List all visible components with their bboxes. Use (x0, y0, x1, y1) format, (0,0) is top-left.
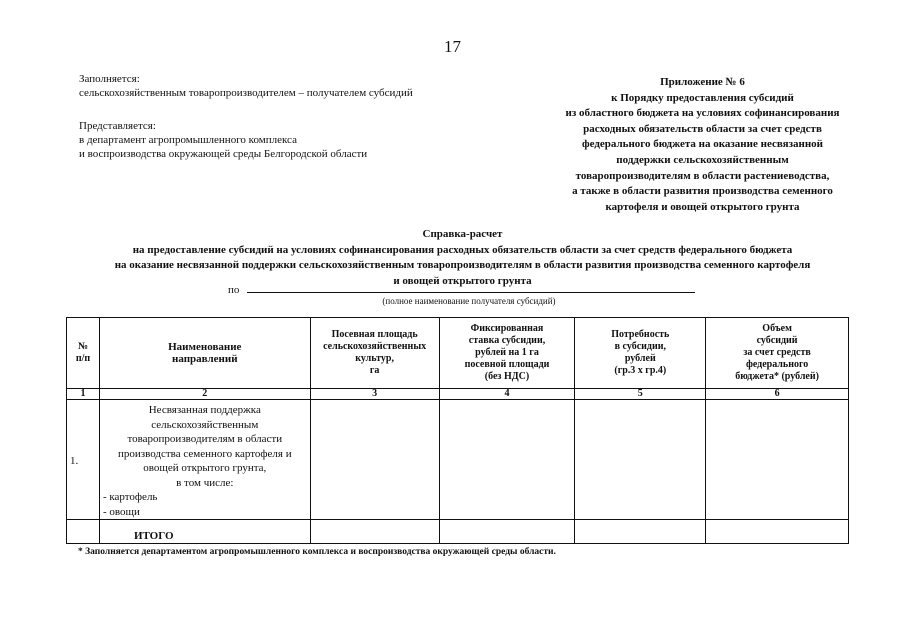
footnote: * Заполняется департаментом агропромышленного комплекса и воспроизводства окружающей среды области. (78, 547, 556, 557)
item-potato: - картофель (102, 491, 158, 503)
recipient-blank (247, 282, 695, 293)
cell-federal-volume[interactable] (706, 400, 849, 520)
item-vegetables: - овощи (102, 505, 140, 518)
submitted-label: Представляется: (79, 120, 156, 132)
cell-rate[interactable] (439, 400, 575, 520)
row-description: Несвязанная поддержка сельскохозяйственным товаропроизводителям в области производства семенного картофеля и овощей открытого грунта, в том числе: - картофель - овощи (99, 400, 310, 520)
appendix-line: из областного бюджета на условиях софинансирования (565, 107, 840, 120)
total-label: ИТОГО (99, 520, 310, 544)
filled-by: сельскохозяйственным товаропроизводителем – получателем субсидий (79, 87, 413, 99)
column-number: 5 (575, 389, 706, 400)
column-number: 6 (706, 389, 849, 400)
table-header-row (67, 318, 849, 389)
appendix-line: федерального бюджета на оказание несвязанной (581, 138, 824, 151)
title-line: и овощей открытого грунта (393, 274, 532, 287)
column-number-row (67, 389, 849, 400)
header-area: Посевная площадь сельскохозяйственных культур, га (310, 318, 439, 389)
total-area[interactable] (310, 520, 439, 544)
fill-info (79, 72, 413, 161)
title-line: на предоставление субсидий на условиях софинансирования расходных обязательств области за счет средств федерального бюджета (132, 243, 793, 256)
calculation-table (66, 317, 849, 544)
header-federal-volume: Объем субсидий за счет средств федерального бюджета* (рублей) (706, 318, 849, 389)
total-number-cell (67, 520, 100, 544)
cell-area[interactable] (310, 400, 439, 520)
appendix-line: товаропроизводителям в области растениеводства, (575, 169, 830, 182)
total-federal-volume[interactable] (706, 520, 849, 544)
appendix-line: расходных обязательств области за счет средств (583, 122, 822, 135)
appendix-line: к Порядку предоставления субсидий (611, 91, 794, 104)
header-direction: Наименование направлений (99, 318, 310, 389)
recipient-note: (полное наименование получателя субсидий) (382, 296, 556, 306)
title-line: на оказание несвязанной поддержки сельскохозяйственным товаропроизводителям в области развития производства семенного картофеля (114, 259, 811, 272)
column-number: 2 (99, 389, 310, 400)
column-number: 3 (310, 389, 439, 400)
recipient-line (228, 282, 695, 296)
appendix-heading (540, 75, 865, 215)
table-row (67, 400, 849, 520)
submitted-to-line-2: и воспроизводства окружающей среды Белгородской области (79, 148, 368, 160)
total-row (67, 520, 849, 544)
page-number: 17 (444, 37, 461, 56)
document-title (60, 227, 865, 289)
column-number: 4 (439, 389, 575, 400)
column-number: 1 (67, 389, 100, 400)
po-label: по (228, 284, 240, 296)
appendix-line: поддержки сельскохозяйственным (616, 153, 789, 166)
title-line: Справка-расчет (422, 228, 503, 240)
total-need[interactable] (575, 520, 706, 544)
appendix-line: Приложение № 6 (660, 76, 745, 88)
header-need: Потребность в субсидии, рублей (гр.3 х гр.4) (575, 318, 706, 389)
row-number: 1. (67, 400, 100, 520)
filled-label: Заполняется: (79, 73, 140, 85)
header-rate: Фиксированная ставка субсидии, рублей на 1 га посевной площади (без НДС) (439, 318, 575, 389)
appendix-line: картофеля и овощей открытого грунта (605, 200, 800, 213)
total-rate[interactable] (439, 520, 575, 544)
submitted-to-line-1: в департамент агропромышленного комплекса (79, 134, 297, 146)
header-number: № п/п (67, 318, 100, 389)
appendix-line: а также в области развития производства семенного (572, 185, 833, 198)
cell-need[interactable] (575, 400, 706, 520)
